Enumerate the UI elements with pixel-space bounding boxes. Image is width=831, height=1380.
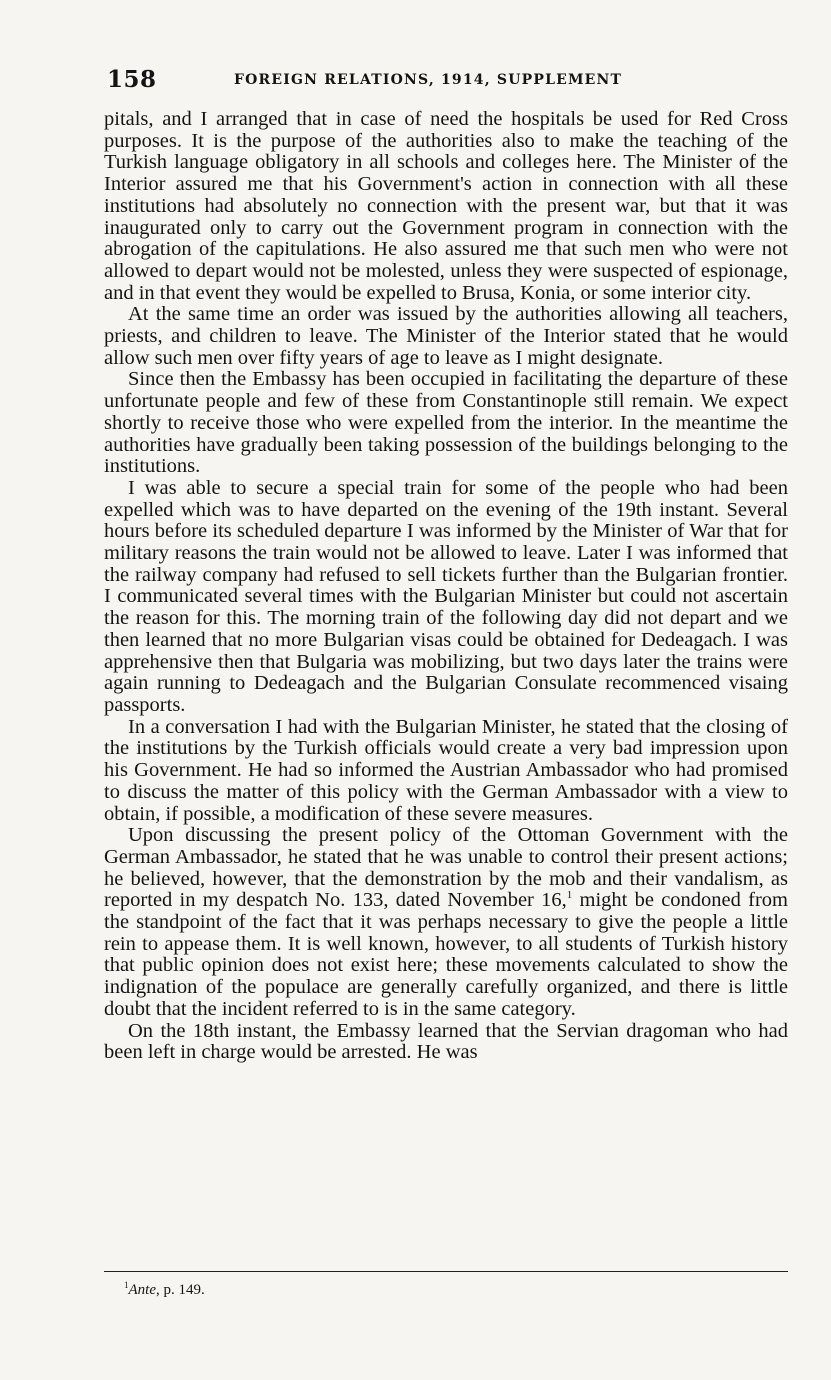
footnote [124,1280,205,1299]
page-number: 158 [107,66,157,93]
footnote-mark: 1 [124,1280,129,1290]
footnote-reference: 1 [566,889,573,902]
paragraph-2: At the same time an order was issued by the authorities allowing all teachers, priests, and children to leave. The Minister of the Interior stated that he would allow such men over fifty years of age to leave as I might designate. [104,303,788,369]
paragraph-7: On the 18th instant, the Embassy learned that the Servian dragoman who had been left in charge would be arrested. He was [104,1019,788,1064]
paragraph-4: I was able to secure a special train for some of the people who had been expelled which was to have departed on the evening of the 19th instant. Several hours before its scheduled departure I was informed by the Minister of War that for military reasons the train would not be allowed to leave. Later I was informed that the railway company had refused to sell tickets further than the Bulgarian frontier. I communicated several times with the Bulgarian Minister but could not ascertain the reason for this. The morning train of the following day did not depart and we then learned that no more Bulgarian visas could be obtained for Dedeagach. I was apprehensive then that Bulgaria was mobilizing, but two days later the trains were again running to Dedeagach and the Bulgarian Consulate recommenced visaing passports. [104,476,788,716]
paragraph-6 [104,825,788,1020]
footnote-ante: Ante [128,1282,156,1298]
body-text [104,109,788,1064]
paragraph-6-part-1: Upon discussing the present policy of the Ottoman Government with the German Ambassador, he stated that he was unable to control their present actions; he believed, however, that the demonstration by the mob and their vandalism, as reported in my despatch No. 133, dated November 16, [104,824,788,912]
paragraph-1: pitals, and I arranged that in case of need the hospitals be used for Red Cross purposes. It is the purpose of the authorities also to make the teaching of the Turkish language obligatory in all schools and colleges here. The Minister of the Interior assured me that his Government's action in connection with all these institutions had absolutely no connection with the present war, but that it was inaugurated only to carry out the Government program in connection with the abrogation of the capitulations. He also assured me that such men who were not allowed to depart would not be molested, unless they were suspected of espionage, and in that event they would be expelled to Brusa, Konia, or some interior city. [104,108,788,304]
footnote-divider [104,1271,788,1272]
paragraph-3: Since then the Embassy has been occupied in facilitating the departure of these unfortunate people and few of these from Constantinople still remain. We expect shortly to receive those who were expelled from the interior. In the meantime the authorities have gradually been taking possession of the buildings belonging to the institutions. [104,368,788,478]
running-head: FOREIGN RELATIONS, 1914, SUPPLEMENT [234,72,623,88]
paragraph-5: In a conversation I had with the Bulgarian Minister, he stated that the closing of the institutions by the Turkish officials would create a very bad impression upon his Government. He had so informed the Austrian Ambassador who had promised to discuss the matter of this policy with the German Ambassador with a view to obtain, if possible, a modification of these severe measures. [104,715,788,825]
paragraph-6-part-2: might be condoned from the standpoint of the fact that it was perhaps necessary to give the people a little rein to appease them. It is well known, however, to all students of Turkish history that public opinion does not exist here; these movements calculated to show the indignation of the populace are generally carefully organized, and there is little doubt that the incident referred to is in the same category. [104,889,788,1020]
footnote-text: , p. 149. [156,1282,205,1298]
page-header [107,66,787,96]
